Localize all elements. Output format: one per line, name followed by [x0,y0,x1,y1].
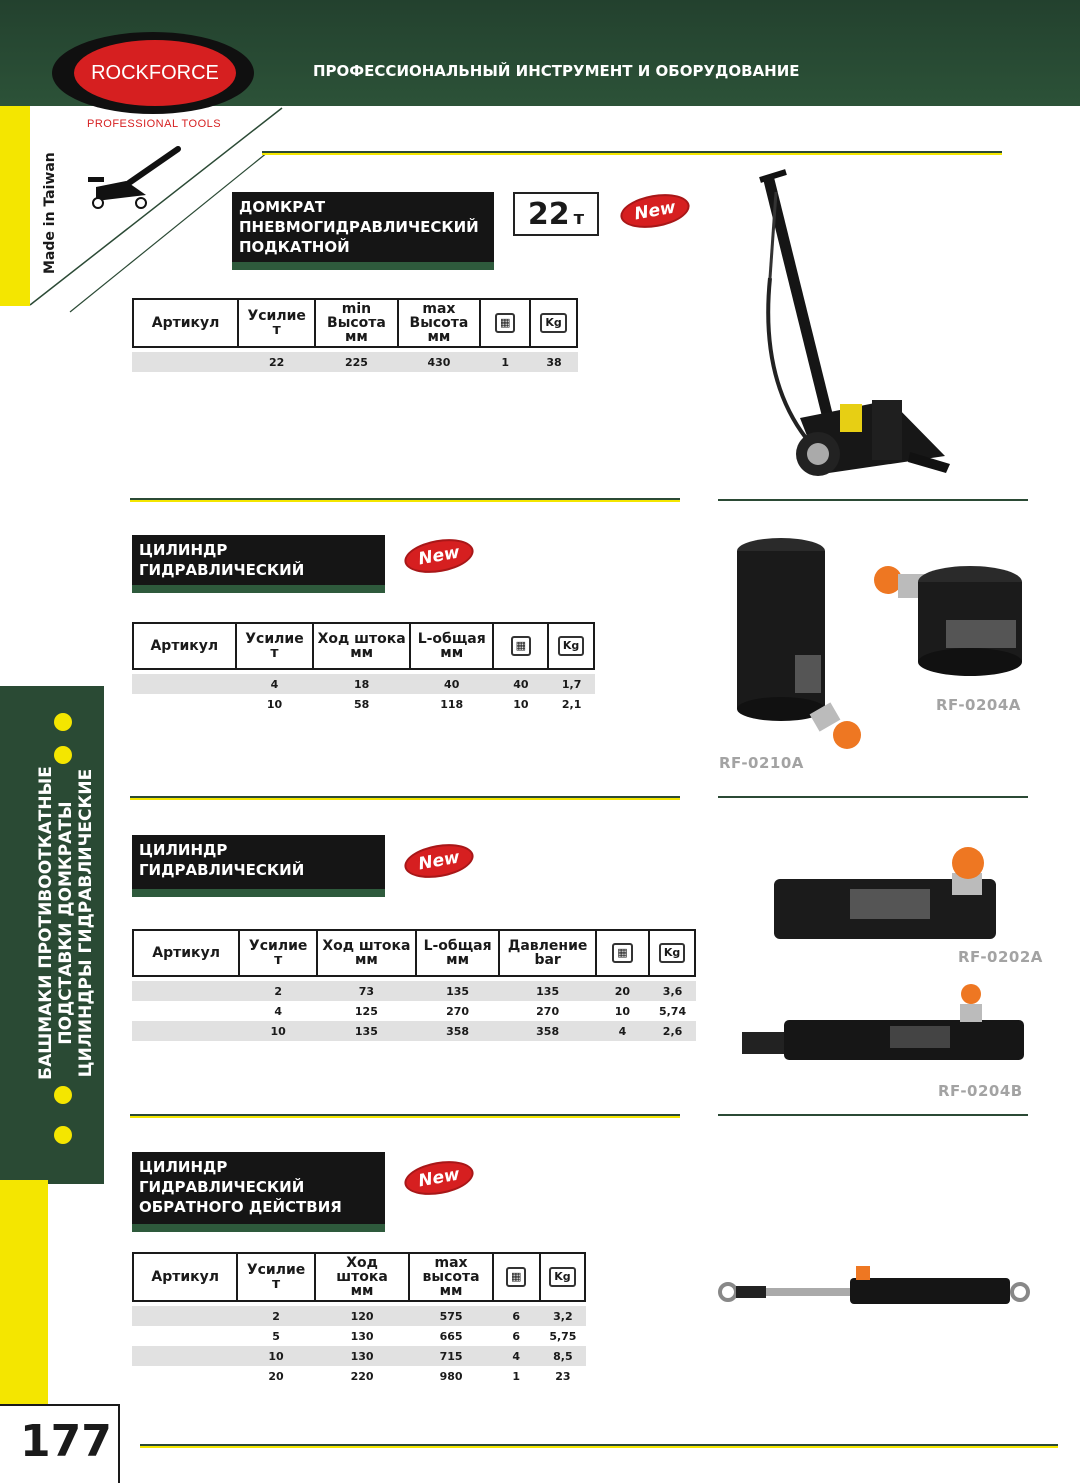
col-article: Артикул [132,929,239,977]
col-stroke: Ход штока мм [317,929,416,977]
product-caption: RF-0204B [938,1082,1023,1100]
new-badge: New [402,1156,476,1200]
box-icon: ▦ [506,1267,526,1287]
col-force: Усилие т [237,1252,314,1302]
cylinder-rf0210a-image [735,535,875,760]
box-icon: ▦ [612,943,632,963]
jack-icon [86,143,186,213]
box-icon: ▦ [495,313,515,333]
col-max-height: max высота мм [409,1252,492,1302]
section-divider [130,796,680,800]
col-package [480,298,530,348]
weight-icon: Kg [540,313,566,333]
capacity-badge: 22 т [513,192,599,236]
col-weight [530,298,578,348]
weight-icon: Kg [659,943,685,963]
bullet-dot [54,1086,72,1104]
table-row: 10 130 715 4 8,5 [132,1346,586,1366]
table-row: 20 220 980 1 23 [268,1369,571,1383]
yellow-side-bar [0,106,30,306]
logo-text: ROCKFORCE [74,40,236,106]
bullet-dot [54,713,72,731]
new-badge: New [618,189,692,233]
footer-divider [140,1444,1058,1448]
col-force: Усилие т [239,929,317,977]
table-row: 10 135 358 358 4 2,6 [132,1021,696,1041]
product-caption: RF-0210A [719,754,804,772]
table-row: 10 58 118 10 2,1 [266,697,582,711]
cylinder-rf0204b-image [740,982,1028,1062]
section1-title: ДОМКРАТ ПНЕВМОГИДРАВЛИЧЕСКИЙ ПОДКАТНОЙ [232,192,494,270]
col-pressure: Давление bar [499,929,595,977]
col-stroke: Ход штока мм [315,1252,410,1302]
pneumatic-jack-image [740,168,960,488]
col-article: Артикул [132,298,238,348]
col-package [493,622,548,670]
category-side-text: БАШМАКИ ПРОТИВООТКАТНЫЕ ПОДСТАВКИ ДОМКРАТЫ ЦИЛИНДРЫ ГИДРАВЛИЧЕСКИЕ [36,766,96,1080]
col-package [493,1252,540,1302]
table-row: 4 125 270 270 10 5,74 [274,1004,687,1018]
col-article: Артикул [132,1252,237,1302]
section3-title: ЦИЛИНДР ГИДРАВЛИЧЕСКИЙ [132,835,385,897]
section4-title: ЦИЛИНДР ГИДРАВЛИЧЕСКИЙ ОБРАТНОГО ДЕЙСТВИЯ [132,1152,385,1232]
image-divider [718,499,1028,501]
header-slogan: ПРОФЕССИОНАЛЬНЫЙ ИНСТРУМЕНТ И ОБОРУДОВАНИЕ [313,62,800,80]
section2-title: ЦИЛИНДР ГИДРАВЛИЧЕСКИЙ [132,535,385,593]
product-caption: RF-0204A [936,696,1021,714]
section-divider [262,151,1002,155]
pull-cylinder-image [716,1258,1034,1318]
col-force: Усилие т [238,298,315,348]
col-package [596,929,649,977]
logo-subtitle: PROFESSIONAL TOOLS [87,118,222,130]
section4-spec-table [132,1252,586,1386]
col-length: L-общая мм [416,929,500,977]
col-min-height: min Высота мм [315,298,398,348]
section3-spec-table [132,929,696,1041]
product-caption: RF-0202A [958,948,1043,966]
table-row: 2 73 135 135 20 3,6 [132,981,696,1001]
new-badge: New [402,839,476,883]
box-icon: ▦ [511,636,531,656]
weight-icon: Kg [549,1267,575,1287]
col-weight [540,1252,586,1302]
weight-icon: Kg [558,636,584,656]
page-number: 177 [20,1416,112,1467]
section-divider [130,1114,680,1118]
section-divider [130,498,680,502]
col-force: Усилие т [236,622,314,670]
image-divider [718,796,1028,798]
col-stroke: Ход штока мм [313,622,410,670]
bullet-dot [54,1126,72,1144]
image-divider [718,1114,1028,1116]
cylinder-rf0204a-image [872,560,1032,685]
new-badge: New [402,534,476,578]
col-weight [548,622,595,670]
col-weight [649,929,696,977]
table-row: 22 225 430 1 38 [132,352,578,372]
table-row: 5 130 665 6 5,75 [272,1329,577,1343]
section1-spec-table [132,298,578,372]
made-in-label: Made in Taiwan [42,152,58,274]
col-length: L-общая мм [410,622,494,670]
table-row: 2 120 575 6 3,2 [132,1306,586,1326]
yellow-side-bar-bottom [0,1180,48,1405]
col-max-height: max Высота мм [398,298,481,348]
table-row: 4 18 40 40 1,7 [132,674,595,694]
cylinder-rf0202a-image [770,845,1000,945]
section2-spec-table [132,622,595,714]
col-article: Артикул [132,622,236,670]
